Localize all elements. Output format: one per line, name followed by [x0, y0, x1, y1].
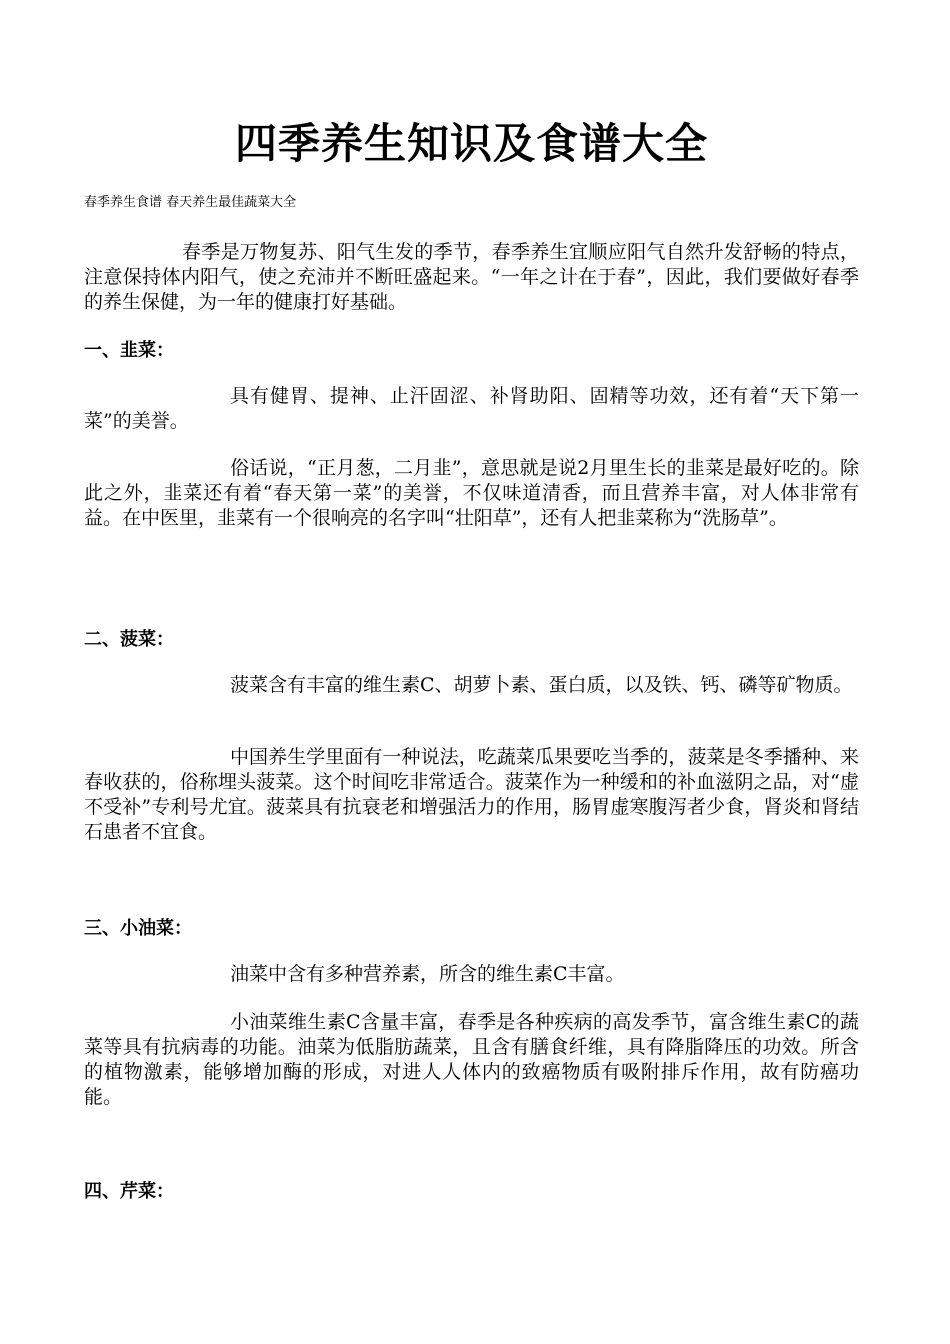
intro-paragraph: 春季是万物复苏、阳气生发的季节，春季养生宜顺应阳气自然升发舒畅的特点，注意保持体内阳气，使之充沛并不断旺盛起来。“一年之计在于春”，因此，我们要做好春季的养生保健，为一年的健康打好基础。 — [84, 241, 859, 313]
section-heading-celery: 四、芹菜： — [84, 1181, 174, 1202]
rapeseed-paragraph-2: 小油菜维生素C含量丰富，春季是各种疾病的高发季节，富含维生素C的蔬菜等具有抗病毒的功能。油菜为低脂肪蔬菜，且含有膳食纤维，具有降脂降压的功效。所含的植物激素，能够增加酶的形成，对进人人体内的致癌物质有吸附排斥作用，故有防癌功能。 — [84, 1011, 859, 1108]
spinach-paragraph-2: 中国养生学里面有一种说法，吃蔬菜瓜果要吃当季的，菠菜是冬季播种、来春收获的，俗称埋头菠菜。这个时间吃非常适合。菠菜作为一种缓和的补血滋阴之品，对“虚不受补”专利号尤宜。菠菜具有抗衰老和增强活力的作用，肠胃虚寒腹泻者少食，肾炎和肾结石患者不宜食。 — [84, 746, 859, 843]
leek-paragraph-2: 俗话说，“正月葱，二月韭”，意思就是说2月里生长的韭菜是最好吃的。除此之外，韭菜还有着“春天第一菜”的美誉，不仅味道清香，而且营养丰富，对人体非常有益。在中医里，韭菜有一个很响亮的名字叫“壮阳草”，还有人把韭菜称为“洗肠草”。 — [84, 457, 859, 529]
section-heading-rapeseed: 三、小油菜： — [84, 918, 192, 939]
document-subtitle: 春季养生食谱 春天养生最佳蔬菜大全 — [84, 195, 297, 210]
section-heading-leek: 一、韭菜： — [84, 340, 174, 361]
leek-paragraph-1: 具有健胃、提神、止汗固涩、补肾助阳、固精等功效，还有着“天下第一菜”的美誉。 — [84, 385, 859, 432]
section-heading-spinach: 二、菠菜： — [84, 629, 174, 650]
rapeseed-paragraph-1: 油菜中含有多种营养素，所含的维生素C丰富。 — [230, 963, 625, 985]
document-title: 四季养生知识及食谱大全 — [234, 119, 708, 168]
spinach-paragraph-1: 菠菜含有丰富的维生素C、胡萝卜素、蛋白质，以及铁、钙、磷等矿物质。 — [230, 674, 853, 696]
